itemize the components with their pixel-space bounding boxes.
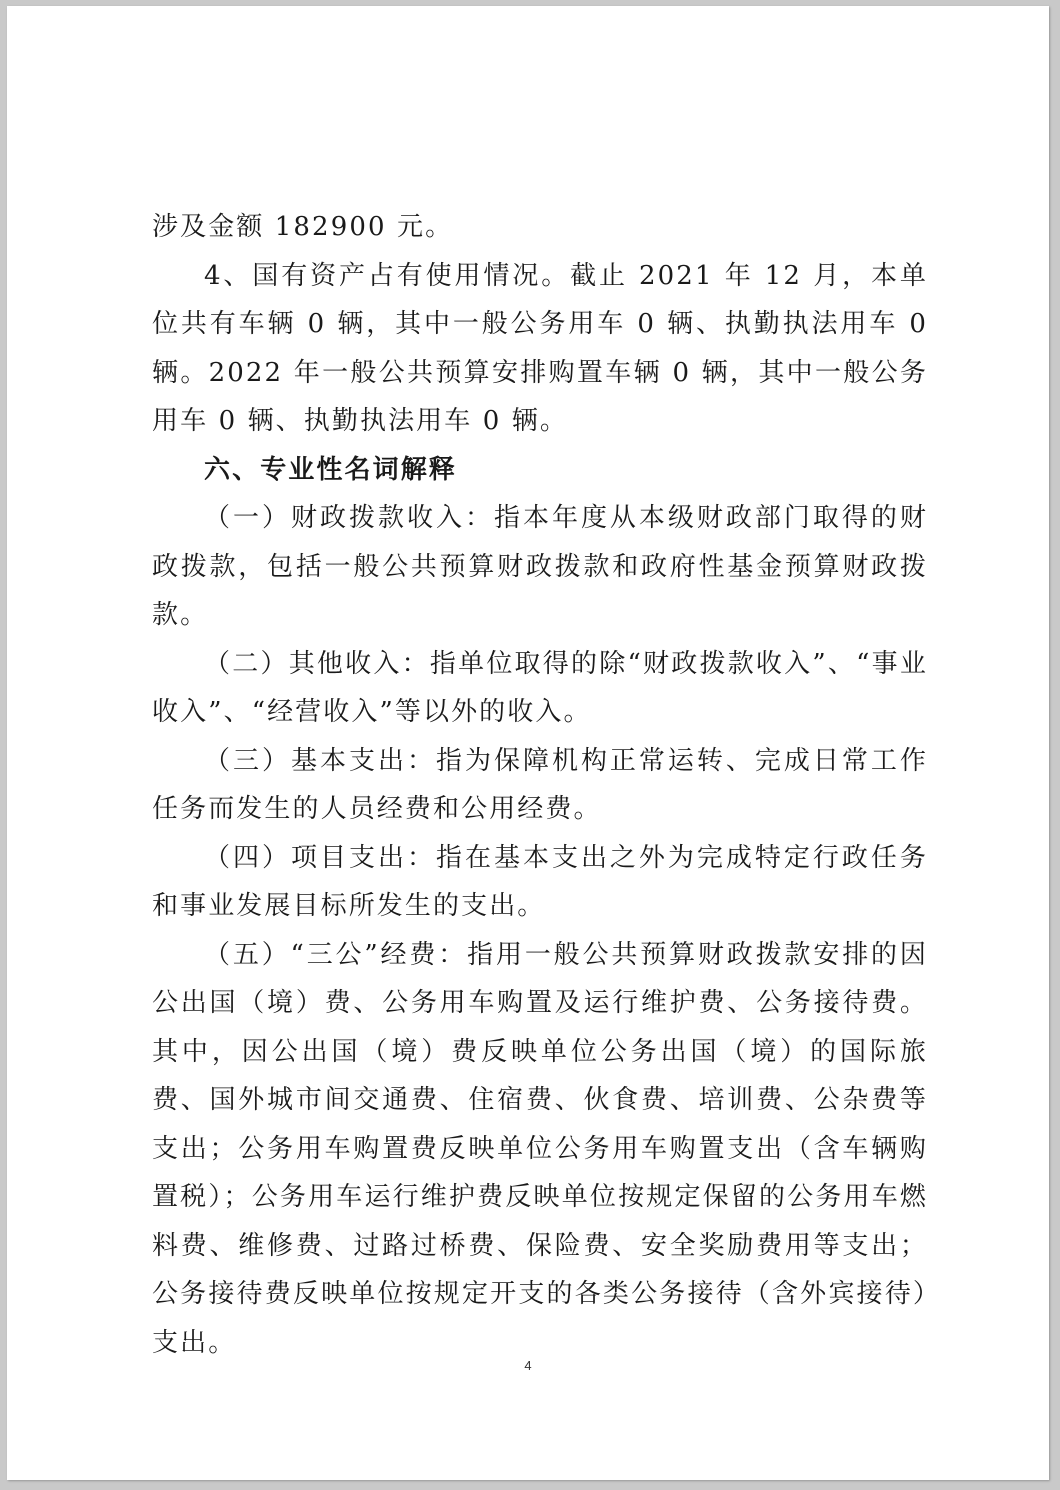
paragraph-continuation: 涉及金额 182900 元。 xyxy=(152,212,454,242)
document-page xyxy=(7,6,1049,1480)
paragraph-other-income: （二）其他收入：指单位取得的除“财政拨款收入”、“事业收入”、“经营收入”等以外的收入。 xyxy=(152,648,928,727)
paragraph-three-public-funds: （五）“三公”经费：指用一般公共预算财政拨款安排的因公出国（境）费、公务用车购置及运行维护费、公务接待费。其中，因公出国（境）费反映单位公务出国（境）的国际旅费、国外城市间交通费、住宿费、伙食费、培训费、公杂费等支出；公务用车购置费反映单位公务用车购置支出（含车辆购置税）；公务用车运行维护费反映单位按规定保留的公务用车燃料费、维修费、过路过桥费、保险费、安全奖励费用等支出；公务接待费反映单位按规定开支的各类公务接待（含外宾接待）支出。 xyxy=(152,939,928,1358)
body-text xyxy=(152,203,928,1367)
paragraph-basic-expenditure: （三）基本支出：指为保障机构正常运转、完成日常工作任务而发生的人员经费和公用经费。 xyxy=(152,745,928,824)
page-number: 4 xyxy=(524,1358,532,1373)
paragraph-state-assets: 4、国有资产占有使用情况。截止 2021 年 12 月，本单位共有车辆 0 辆，其中一般公务用车 0 辆、执勤执法用车 0 辆。2022 年一般公共预算安排购置车辆 0 辆，其中一般公务用车 0 辆、执勤执法用车 0 辆。 xyxy=(152,260,928,436)
paragraph-fiscal-appropriation: （一）财政拨款收入：指本年度从本级财政部门取得的财政拨款，包括一般公共预算财政拨款和政府性基金预算财政拨款。 xyxy=(152,503,928,630)
section-heading-terms: 六、专业性名词解释 xyxy=(204,454,457,485)
paragraph-project-expenditure: （四）项目支出：指在基本支出之外为完成特定行政任务和事业发展目标所发生的支出。 xyxy=(152,842,928,921)
